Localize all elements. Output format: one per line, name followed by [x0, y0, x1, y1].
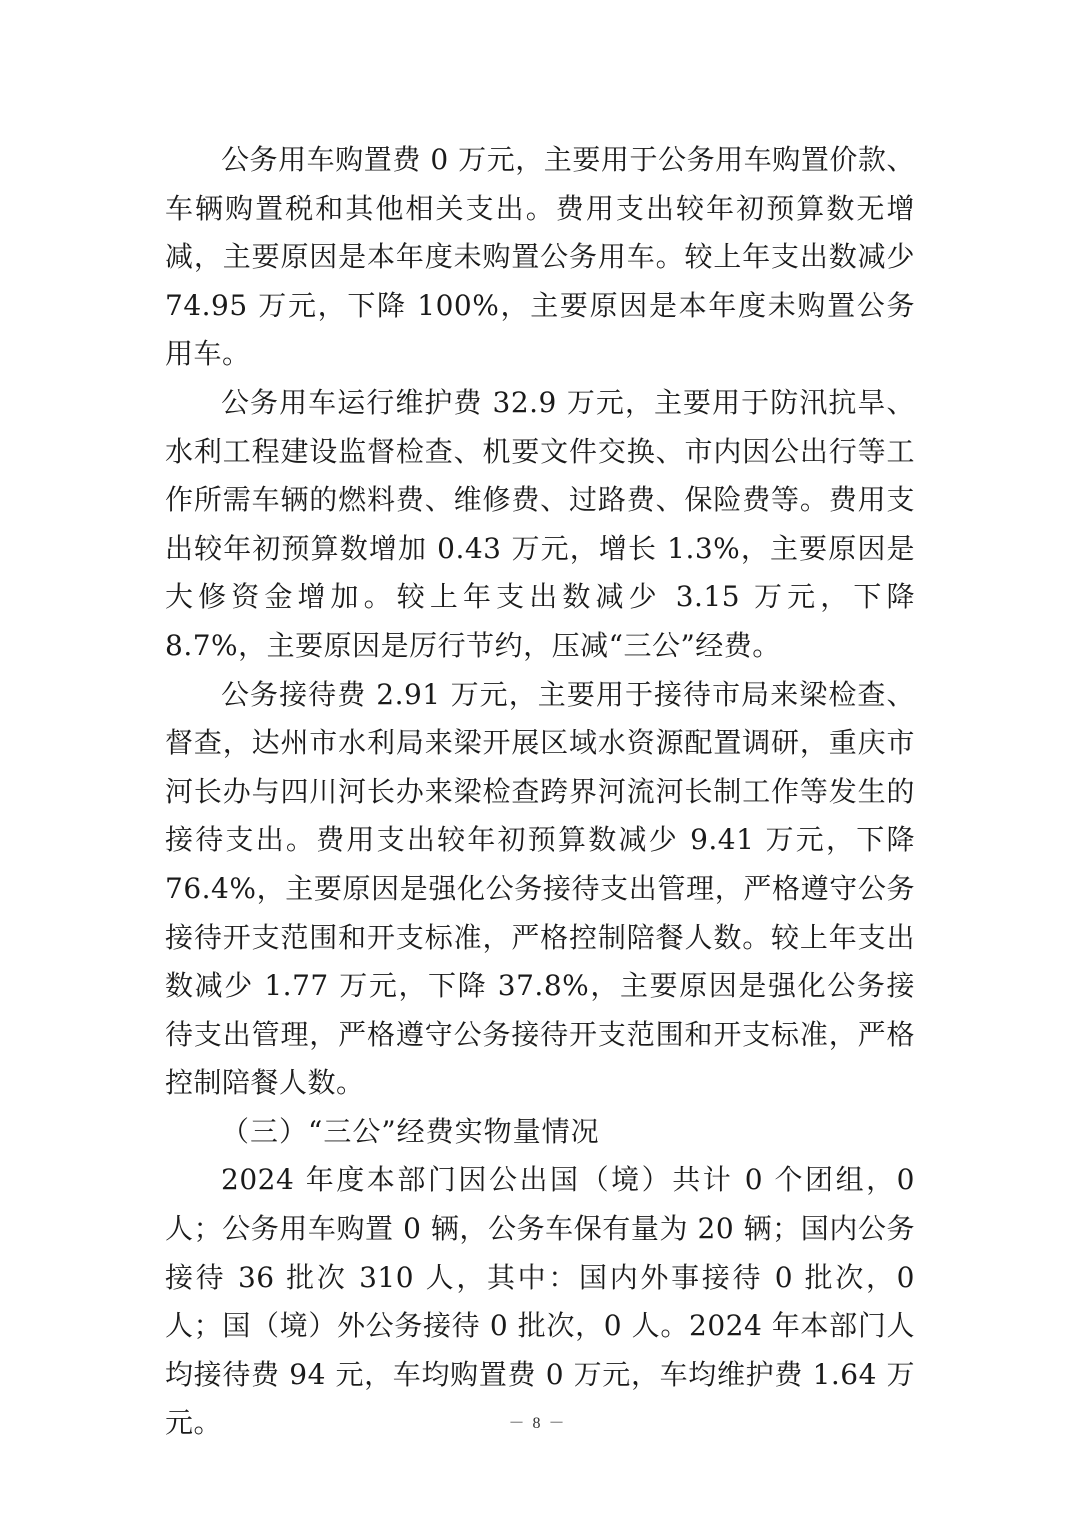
paragraph-vehicle-purchase: 公务用车购置费 0 万元，主要用于公务用车购置价款、车辆购置税和其他相关支出。费用支出较年初预算数无增减，主要原因是本年度未购置公务用车。较上年支出数减少 74.95 万元，下降 100%，主要原因是本年度未购置公务用车。 [165, 143, 915, 371]
paragraph-physical-quantities: 2024 年度本部门因公出国（境）共计 0 个团组，0 人；公务用车购置 0 辆，公务车保有量为 20 辆；国内公务接待 36 批次 310 人，其中：国内外事接待 0 批次，0 人；国（境）外公务接待 0 批次，0 人。2024 年本部门人均接待费 94 元，车均购置费 0 万元，车均维护费 1.64 万元。 [165, 1163, 915, 1440]
paragraph-official-reception: 公务接待费 2.91 万元，主要用于接待市局来梁检查、督查，达州市水利局来梁开展区域水资源配置调研，重庆市河长办与四川河长办来梁检查跨界河流河长制工作等发生的接待支出。费用支出较年初预算数减少 9.41 万元，下降 76.4%，主要原因是强化公务接待支出管理，严格遵守公务接待开支范围和开支标准，严格控制陪餐人数。较上年支出数减少 1.77 万元，下降 37.8%，主要原因是强化公务接待支出管理，严格遵守公务接待开支范围和开支标准，严格控制陪餐人数。 [165, 677, 915, 1100]
paragraph-vehicle-maintenance: 公务用车运行维护费 32.9 万元，主要用于防汛抗旱、水利工程建设监督检查、机要文件交换、市内因公出行等工作所需车辆的燃料费、维修费、过路费、保险费等。费用支出较年初预算数增加 0.43 万元，增长 1.3%，主要原因是大修资金增加。较上年支出数减少 3.15 万元，下降 8.7%，主要原因是厉行节约，压减“三公”经费。 [165, 385, 915, 662]
page-number: － 8 － [508, 1415, 567, 1432]
section-heading: （三）“三公”经费实物量情况 [221, 1114, 600, 1148]
document-body [165, 136, 915, 1448]
